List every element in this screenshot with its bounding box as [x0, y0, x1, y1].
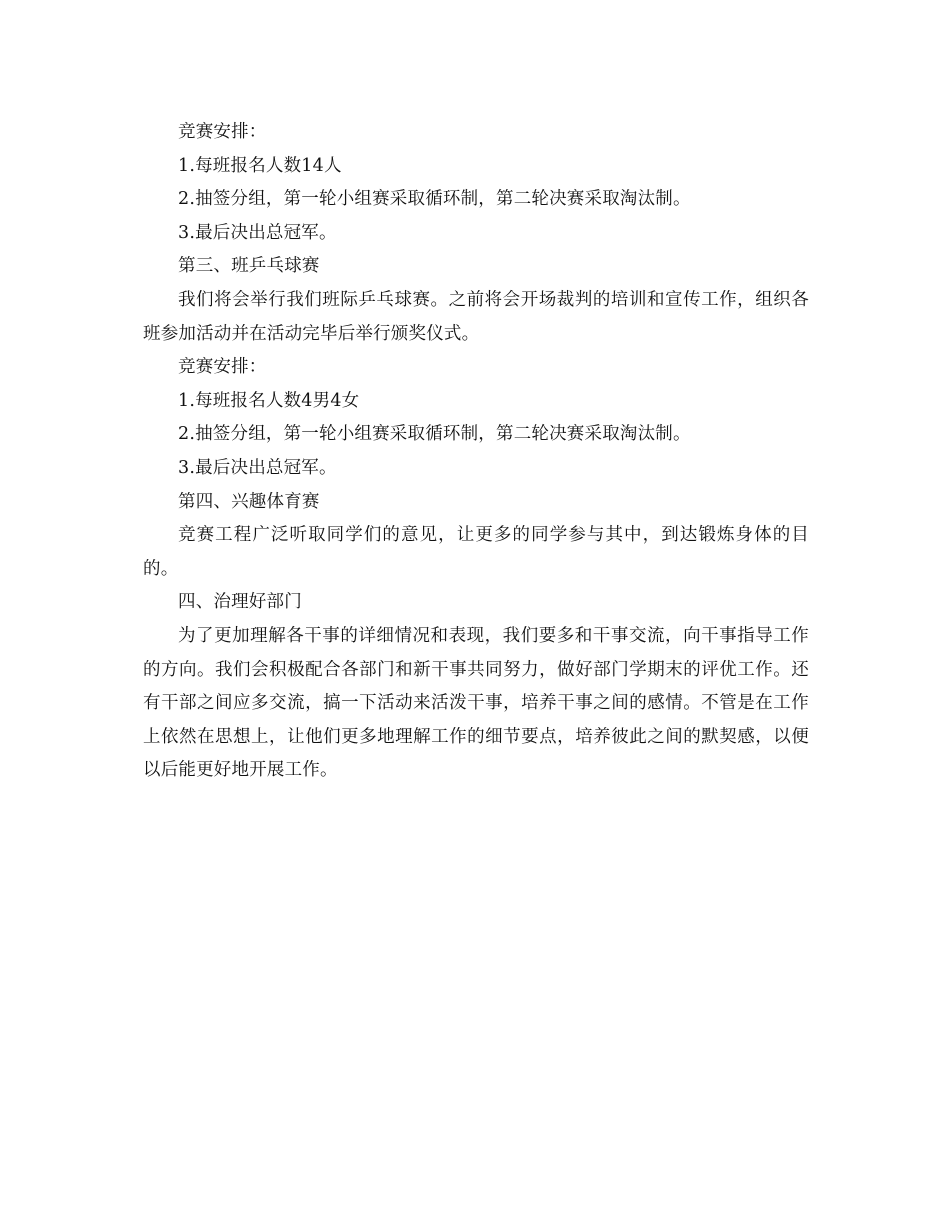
- document-page: [143, 116, 809, 788]
- section-heading-interest-sports: 第四、兴趣体育赛: [178, 491, 320, 512]
- paragraph-item-3b: 3.最后决出总冠军。: [178, 457, 337, 478]
- paragraph-item-1b: 1.每班报名人数4男4女: [178, 390, 360, 411]
- paragraph-item-2: 2.抽签分组，第一轮小组赛采取循环制，第二轮决赛采取淘汰制。: [178, 189, 691, 210]
- section-heading-department: 四、治理好部门: [178, 592, 302, 613]
- paragraph-table-tennis-intro: 我们将会举行我们班际乒乓球赛。之前将会开场裁判的培训和宣传工作，组织各班参加活动并在活动完毕后举行颁奖仪式。: [143, 289, 809, 344]
- paragraph-interest-sports: 竞赛工程广泛听取同学们的意见，让更多的同学参与其中，到达锻炼身体的目的。: [143, 525, 809, 579]
- section-heading-table-tennis: 第三、班乒乓球赛: [178, 256, 320, 277]
- paragraph-competition-arrangement: 竞赛安排：: [178, 122, 267, 142]
- paragraph-item-1: 1.每班报名人数14人: [178, 155, 342, 176]
- paragraph-item-3: 3.最后决出总冠军。: [178, 222, 337, 243]
- paragraph-competition-arrangement-2: 竞赛安排：: [178, 357, 267, 378]
- paragraph-item-2b: 2.抽签分组，第一轮小组赛采取循环制，第二轮决赛采取淘汰制。: [178, 424, 691, 445]
- paragraph-department: 为了更加理解各干事的详细情况和表现，我们要多和干事交流，向干事指导工作的方向。我们会积极配合各部门和新干事共同努力，做好部门学期末的评优工作。还有干部之间应多交流，搞一下活动来活泼干事，培养干事之间的感情。不管是在工作上依然在思想上，让他们更多地理解工作的细节要点，培养彼此之间的默契感，以便以后能更好地开展工作。: [143, 625, 809, 781]
